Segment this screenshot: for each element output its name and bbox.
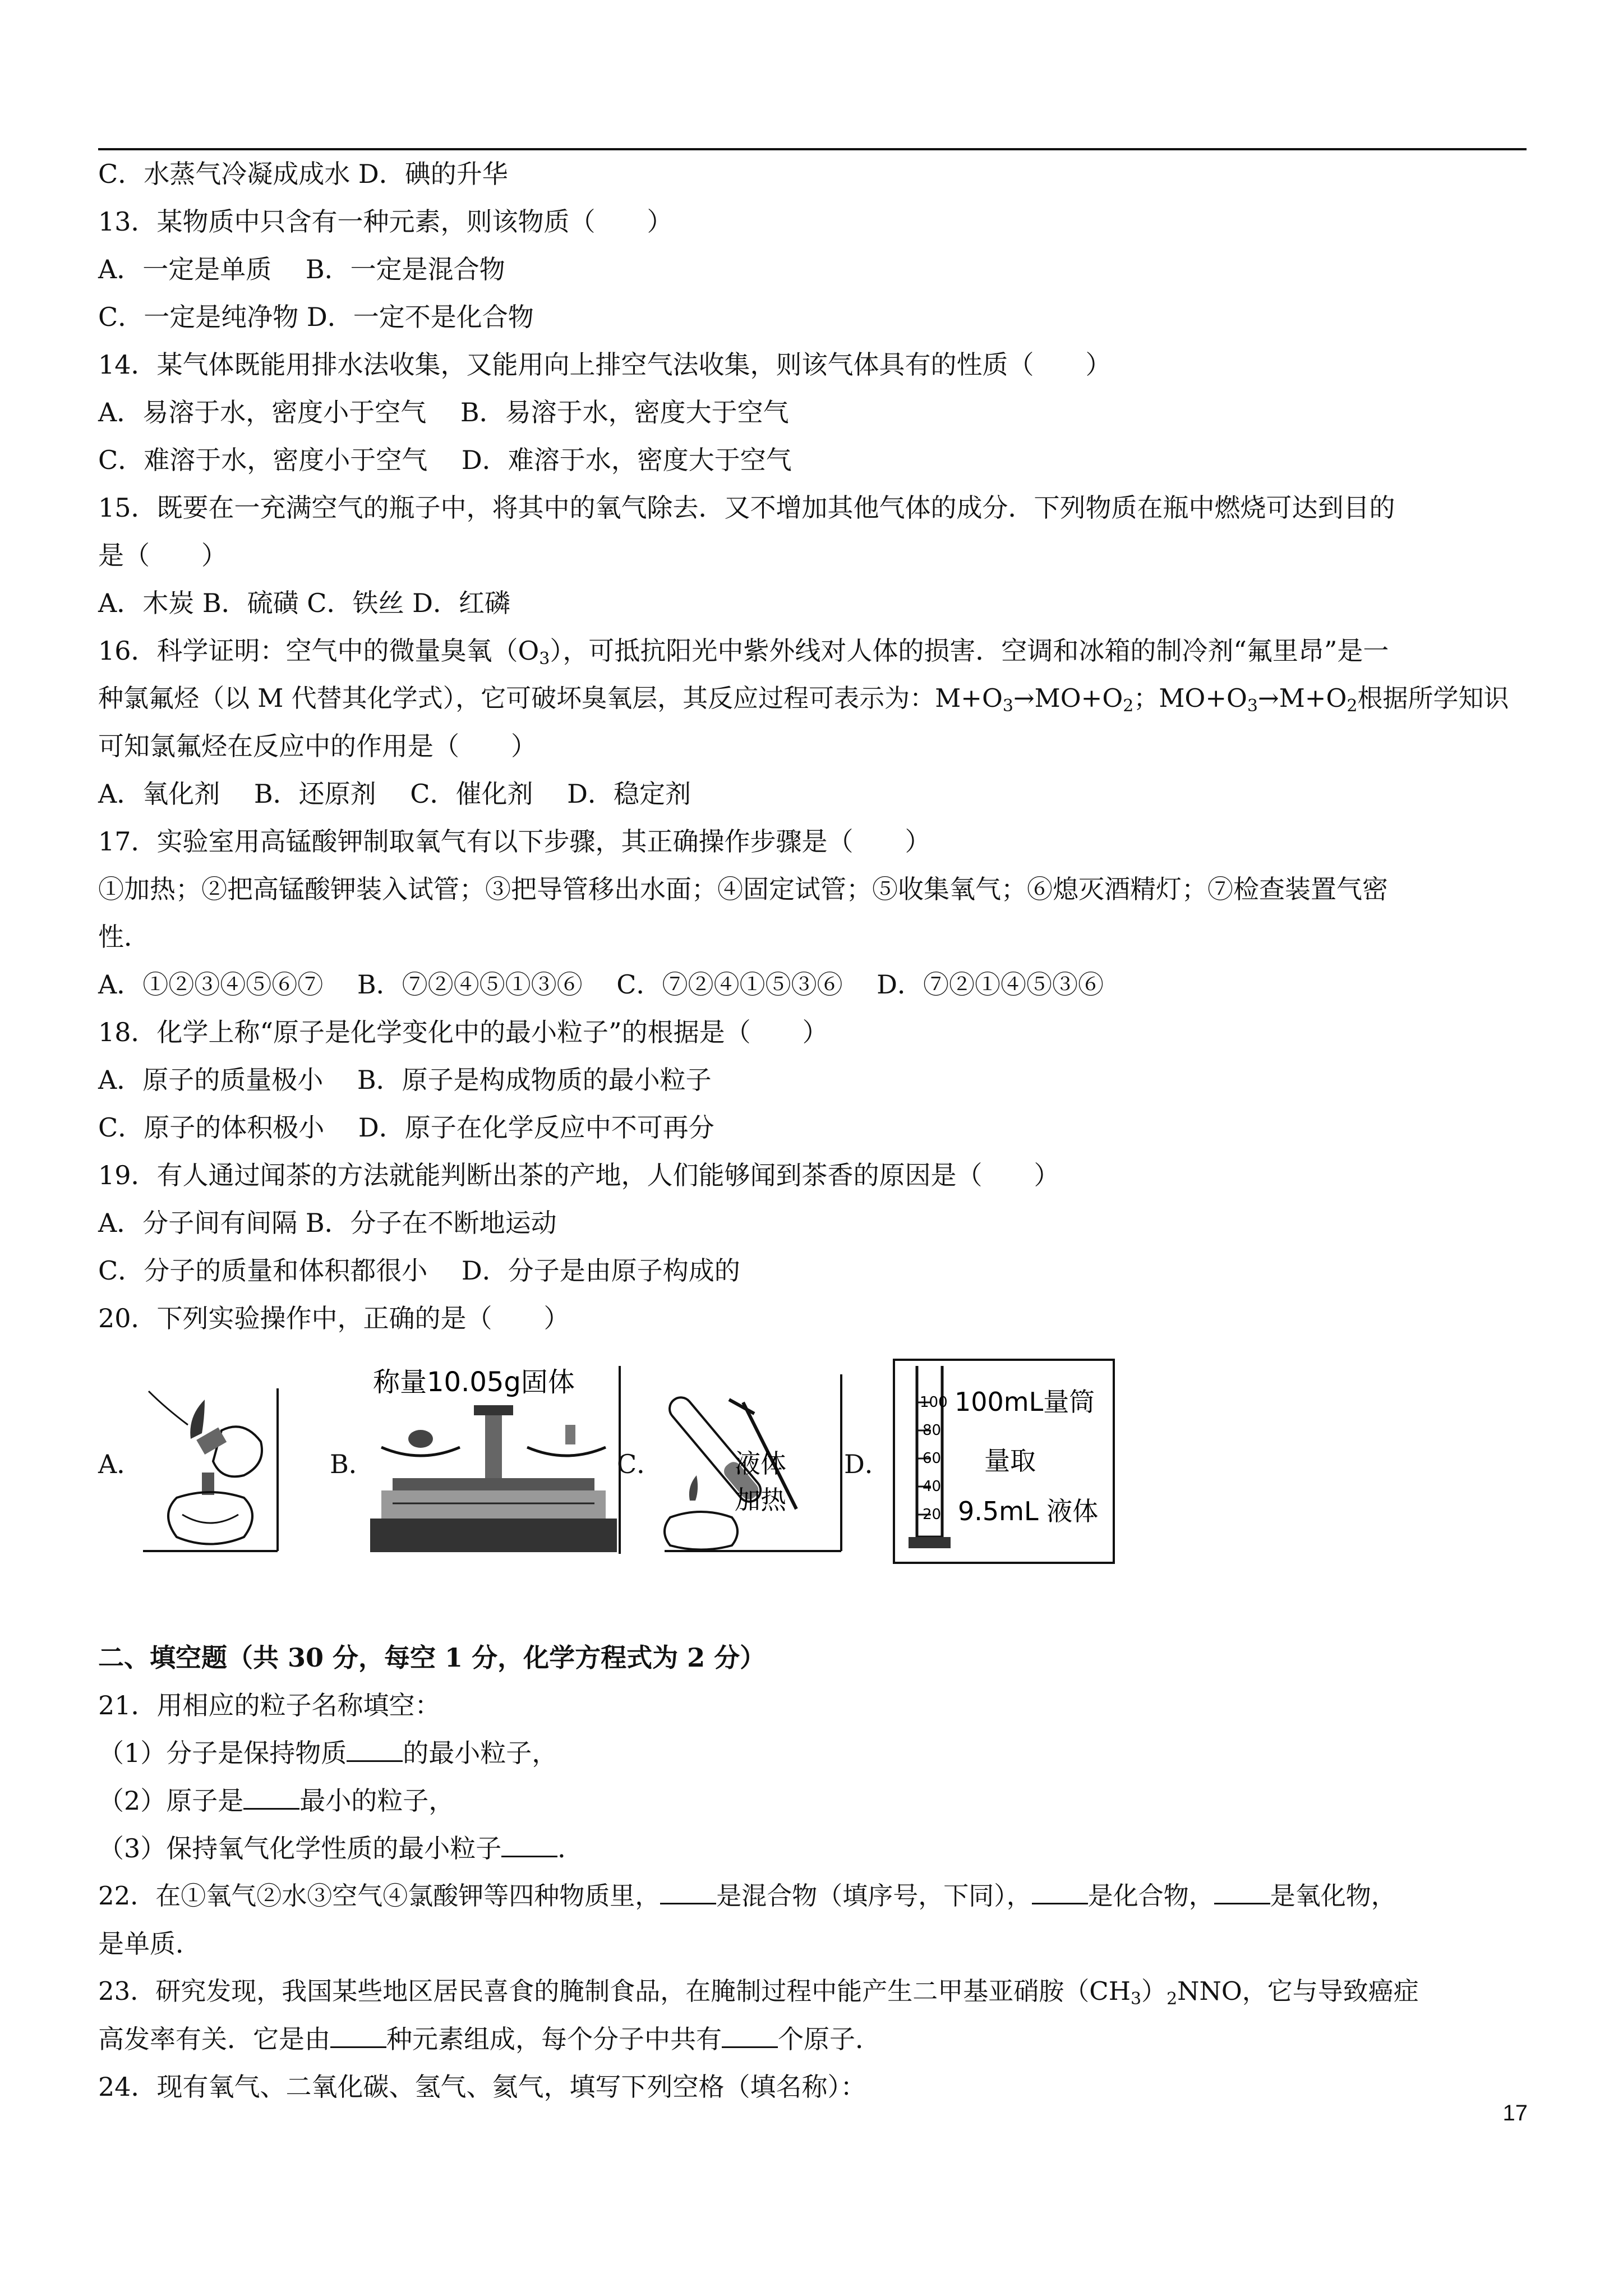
question-18: 18．化学上称“原子是化学变化中的最小粒子”的根据是（ ）	[98, 1017, 828, 1047]
figure-heating-liquid	[659, 1369, 850, 1557]
text-line: C．难溶于水，密度小于空气 D．难溶于水，密度大于空气	[98, 445, 792, 475]
question-16: 16．科学证明：空气中的微量臭氧$(O_3)$，可抵抗阳光中紫外线对人体的损害．空调和冰箱的制冷剂“氟里昂”是一	[98, 636, 1389, 669]
figure-graduated-cylinder	[892, 1358, 1116, 1565]
text-line: 种氯氟烃（以 M 代替其化学式），它可破坏臭氧层，其反应过程可表示为：$M+O_3\to MO+O_2$；$MO+O_3\to M+O_2$根据所学知识	[98, 683, 1509, 716]
question-15: 15．既要在一充满空气的瓶子中，将其中的氧气除去．又不增加其他气体的成分．下列物质在瓶中燃烧可达到目的	[98, 493, 1395, 523]
text-line: （2）原子是 最小的粒子，	[98, 1786, 455, 1816]
question-19: 19．有人通过闻茶的方法就能判断出茶的产地，人们能够闻到茶香的原因是（ ）	[98, 1160, 1060, 1190]
text-line: A．①②③④⑤⑥⑦ B．⑦②④⑤①③⑥ C．⑦②④①⑤③⑥ D．⑦②①④⑤③⑥	[98, 969, 1104, 1000]
answer-blank[interactable]	[1032, 1880, 1088, 1904]
text-line: A．一定是单质 B．一定是混合物	[98, 254, 505, 284]
question-20: 20．下列实验操作中，正确的是（ ）	[98, 1303, 570, 1333]
text-line: C．水蒸气冷凝成成水 D．碘的升华	[98, 159, 508, 189]
tick-label: 60	[923, 1450, 942, 1467]
answer-blank[interactable]	[1214, 1880, 1270, 1904]
question-22: 22．在①氧气②水③空气④氯酸钾等四种物质里， 是混合物（填序号，下同）， 是化合物， 是氧化物，	[98, 1881, 1396, 1911]
cylinder-label-3: 9.5mL 液体	[958, 1496, 1099, 1526]
text-line: A．木炭 B．硫磺 C．铁丝 D．红磷	[98, 588, 510, 618]
cylinder-label-1: 100mL量筒	[955, 1387, 1095, 1417]
question-21: 21．用相应的粒子名称填空：	[98, 1690, 441, 1720]
question-24: 24．现有氧气、二氧化碳、氢气、氦气，填写下列空格（填名称）：	[98, 2072, 866, 2102]
text-line: C．原子的体积极小 D．原子在化学反应中不可再分	[98, 1112, 714, 1143]
heating-label-1: 液体	[735, 1448, 786, 1479]
question-13: 13．某物质中只含有一种元素，则该物质（ ）	[98, 206, 673, 237]
text-line: C．分子的质量和体积都很小 D．分子是由原子构成的	[98, 1255, 740, 1286]
section-heading: 二、填空题（共 30 分，每空 1 分，化学方程式为 2 分）	[98, 1642, 766, 1673]
figure-balance	[359, 1360, 628, 1559]
question-14: 14．某气体既能用排水法收集，又能用向上排空气法收集，则该气体具有的性质（ ）	[98, 349, 1112, 380]
tick-label: 40	[923, 1478, 942, 1495]
answer-blank[interactable]	[347, 1738, 403, 1762]
tick-label: 20	[923, 1506, 942, 1523]
header-rule	[98, 148, 1527, 150]
text-line: A．分子间有间隔 B．分子在不断地运动	[98, 1208, 557, 1238]
question-17: 17．实验室用高锰酸钾制取氧气有以下步骤，其正确操作步骤是（ ）	[98, 826, 931, 857]
text-line: 是单质．	[98, 1929, 201, 1959]
text-line: （3）保持氧气化学性质的最小粒子 ．	[98, 1833, 584, 1864]
answer-blank[interactable]	[660, 1880, 716, 1904]
option-c-label: C．	[617, 1449, 663, 1479]
text-line: A．氧化剂 B．还原剂 C．催化剂 D．稳定剂	[98, 779, 691, 809]
text-line: （1）分子是保持物质 的最小粒子，	[98, 1738, 558, 1768]
text-line: A．易溶于水，密度小于空气 B．易溶于水，密度大于空气	[98, 397, 789, 427]
question-23: 23．研究发现，我国某些地区居民喜食的腌制食品，在腌制过程中能产生二甲基亚硝胺$(CH_3)_2NNO$，它与导致癌症	[98, 1976, 1419, 2009]
text-line: ①加热；②把高锰酸钾装入试管；③把导管移出水面；④固定试管；⑤收集氧气；⑥熄灭酒精灯；⑦检查装置气密	[98, 874, 1388, 904]
option-b-label: B．	[330, 1449, 375, 1479]
option-a-label: A．	[98, 1449, 143, 1479]
answer-blank[interactable]	[501, 1833, 557, 1857]
text-line: 性．	[98, 922, 150, 952]
heating-label-2: 加热	[735, 1485, 786, 1515]
text-line: C．一定是纯净物 D．一定不是化合物	[98, 302, 534, 332]
tick-label: 100	[920, 1394, 948, 1411]
text-line: 可知氯氟烃在反应中的作用是（ ）	[98, 731, 537, 761]
answer-blank[interactable]	[243, 1786, 299, 1810]
option-d-label: D．	[844, 1449, 891, 1479]
answer-blank[interactable]	[330, 2024, 386, 2048]
figure-lighting-lamp	[137, 1380, 283, 1554]
balance-caption: 称量10.05g固体	[373, 1366, 575, 1398]
text-line: A．原子的质量极小 B．原子是构成物质的最小粒子	[98, 1065, 712, 1095]
text-line: 是（ ）	[98, 540, 227, 570]
page-number: 17	[1502, 2101, 1528, 2125]
text-line: 高发率有关．它是由 种元素组成，每个分子中共有 个原子．	[98, 2024, 881, 2054]
cylinder-label-2: 量取	[984, 1446, 1036, 1476]
tick-label: 80	[923, 1422, 942, 1439]
answer-blank[interactable]	[722, 2024, 778, 2048]
